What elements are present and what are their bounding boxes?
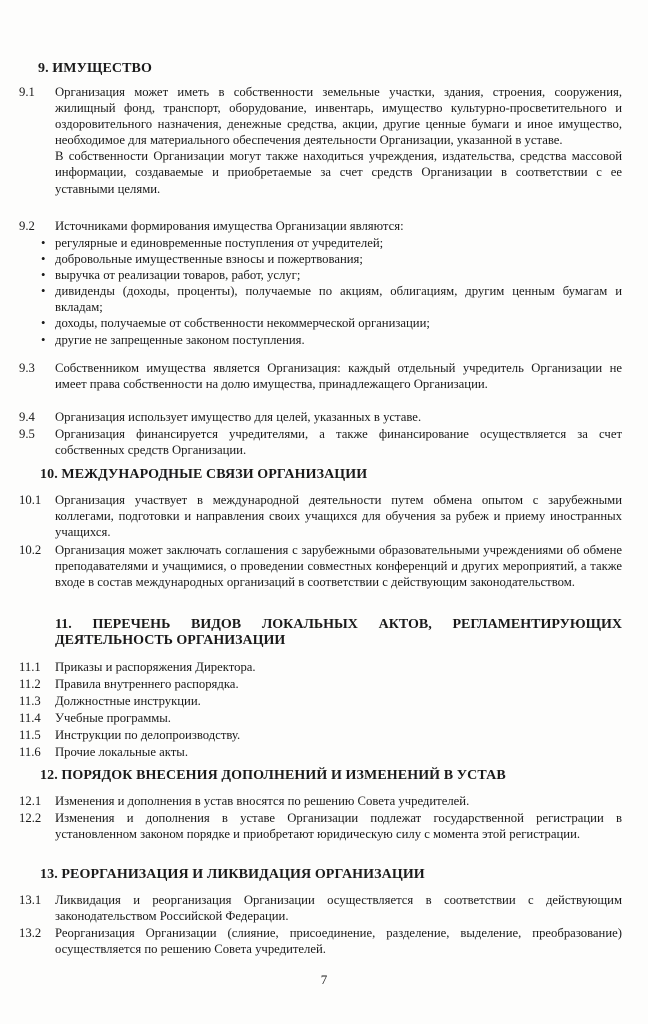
clause-number: 10.1 bbox=[19, 493, 42, 507]
clause-13-1 bbox=[19, 892, 622, 924]
clause-number: 11.1 bbox=[19, 660, 41, 674]
clause-text: Инструкции по делопроизводству. bbox=[55, 728, 241, 742]
clause-number: 13.2 bbox=[19, 926, 42, 940]
clause-text: Учебные программы. bbox=[55, 711, 171, 725]
clause-9-5 bbox=[19, 426, 622, 458]
clause-text: Организация финансируется учредителями, а также финансирование осуществляется за счет собственных средств Организации. bbox=[55, 427, 622, 458]
section-10-title: 10. МЕЖДУНАРОДНЫЕ СВЯЗИ ОРГАНИЗАЦИИ bbox=[40, 467, 368, 482]
clause-11-3 bbox=[19, 693, 622, 709]
list-item: • выручка от реализации товаров, работ, услуг; bbox=[41, 268, 301, 283]
section-11-title-continued: ДЕЯТЕЛЬНОСТЬ ОРГАНИЗАЦИИ bbox=[55, 633, 286, 648]
bullet-icon: • bbox=[41, 268, 46, 283]
bullet-icon: • bbox=[41, 252, 46, 267]
clause-text: Прочие локальные акты. bbox=[55, 745, 188, 759]
clause-number: 11.4 bbox=[19, 711, 41, 725]
clause-9-2 bbox=[19, 218, 622, 234]
clause-number: 11.2 bbox=[19, 677, 41, 691]
clause-number: 11.3 bbox=[19, 694, 41, 708]
list-item: • добровольные имущественные взносы и пожертвования; bbox=[41, 252, 363, 267]
clause-text: Ликвидация и реорганизация Организации осуществляется в соответствии с действующим законодательством Российской Федерации. bbox=[55, 893, 622, 924]
list-item: • дивиденды (доходы, проценты), получаемые по акциям, облигациям, другим ценным бумагам и вкладам; bbox=[41, 284, 622, 315]
clause-text: Приказы и распоряжения Директора. bbox=[55, 660, 256, 674]
clause-text: Организация использует имущество для целей, указанных в уставе. bbox=[55, 410, 422, 424]
income-sources-list bbox=[19, 235, 622, 348]
clause-number: 9.4 bbox=[19, 410, 35, 424]
clause-number: 10.2 bbox=[19, 543, 42, 557]
clause-text: Организация может иметь в собственности земельные участки, здания, строения, сооружения, жилищный фонд, транспорт, оборудование, инвентарь, имущество культурно-просветительного и оздоровительного назначения, денежные средства, акции, другие ценные бумаги и иное имущество, необходимое для материального обеспечения деятельности Организации, указанной в уставе. bbox=[55, 85, 622, 148]
clause-11-1 bbox=[19, 659, 622, 675]
clause-number: 11.6 bbox=[19, 745, 41, 759]
clause-number: 13.1 bbox=[19, 893, 42, 907]
bullet-icon: • bbox=[41, 236, 46, 250]
page-number: 7 bbox=[320, 972, 328, 987]
clause-text: Организация участвует в международной деятельности путем обмена опытом с зарубежными коллегами, подготовки и направления своих учащихся для обучения за рубеж и приему иностранных учащихся. bbox=[55, 493, 622, 540]
clause-number: 9.1 bbox=[19, 85, 35, 99]
clause-text: Изменения и дополнения в уставе Организации подлежат государственной регистрации в установленном законом порядке и приобретают юридическую силу с момента этой регистрации. bbox=[55, 811, 622, 842]
clause-number: 9.2 bbox=[19, 219, 35, 233]
section-13-title: 13. РЕОРГАНИЗАЦИЯ И ЛИКВИДАЦИЯ ОРГАНИЗАЦИИ bbox=[40, 867, 425, 882]
clause-number: 9.5 bbox=[19, 427, 35, 441]
clause-11-5 bbox=[19, 727, 622, 743]
clause-12-1 bbox=[19, 793, 622, 809]
clause-9-4 bbox=[19, 409, 622, 425]
bullet-icon: • bbox=[41, 316, 46, 331]
clause-10-1 bbox=[19, 492, 622, 540]
clause-text: Источниками формирования имущества Организации являются: bbox=[55, 219, 404, 233]
section-11-title: 11. ПЕРЕЧЕНЬ ВИДОВ ЛОКАЛЬНЫХ АКТОВ, РЕГЛАМЕНТИРУЮЩИХ bbox=[55, 617, 622, 632]
list-item: • доходы, получаемые от собственности некоммерческой организации; bbox=[41, 316, 430, 331]
clause-text: Реорганизация Организации (слияние, присоединение, разделение, выделение, преобразование) осуществляется по решению Совета учредителей. bbox=[55, 926, 622, 957]
clause-11-4 bbox=[19, 710, 622, 726]
clause-12-2 bbox=[19, 810, 622, 842]
clause-text: Должностные инструкции. bbox=[55, 694, 201, 708]
list-item: • другие не запрещенные законом поступления. bbox=[41, 332, 305, 347]
list-item: • регулярные и единовременные поступления от учредителей; bbox=[41, 236, 384, 250]
clause-9-3 bbox=[19, 360, 622, 392]
clause-9-1 bbox=[19, 84, 622, 197]
clause-11-2 bbox=[19, 676, 622, 692]
clause-10-2 bbox=[19, 542, 622, 590]
clause-text: Изменения и дополнения в устав вносятся по решению Совета учредителей. bbox=[55, 794, 470, 808]
section-9-title: 9. ИМУЩЕСТВО bbox=[38, 61, 152, 76]
clause-11-6 bbox=[19, 744, 622, 760]
clause-number: 11.5 bbox=[19, 728, 41, 742]
clause-text: Правила внутреннего распорядка. bbox=[55, 677, 239, 691]
clause-text: Собственником имущества является Организация: каждый отдельный учредитель Организации не имеет права собственности на долю имущества, принадлежащего Организации. bbox=[55, 361, 622, 392]
clause-text: Организация может заключать соглашения с зарубежными образовательными учреждениями об обмене преподавателями и учащимися, о проведении совместных конференций и других мероприятий, а также входе в состав международных организаций в соответствии с действующим законодательством. bbox=[55, 543, 622, 590]
clause-number: 12.2 bbox=[19, 811, 42, 825]
clause-number: 12.1 bbox=[19, 794, 42, 808]
clause-text: В собственности Организации могут также находиться учреждения, издательства, средства массовой информации, создаваемые и приобретаемые за счет средств Организации в соответствии с ее уставными целями. bbox=[55, 149, 622, 196]
section-12-title: 12. ПОРЯДОК ВНЕСЕНИЯ ДОПОЛНЕНИЙ И ИЗМЕНЕНИЙ В УСТАВ bbox=[40, 768, 506, 783]
bullet-icon: • bbox=[41, 284, 46, 299]
clause-13-2 bbox=[19, 925, 622, 957]
clause-number: 9.3 bbox=[19, 361, 35, 375]
bullet-icon: • bbox=[41, 332, 46, 347]
